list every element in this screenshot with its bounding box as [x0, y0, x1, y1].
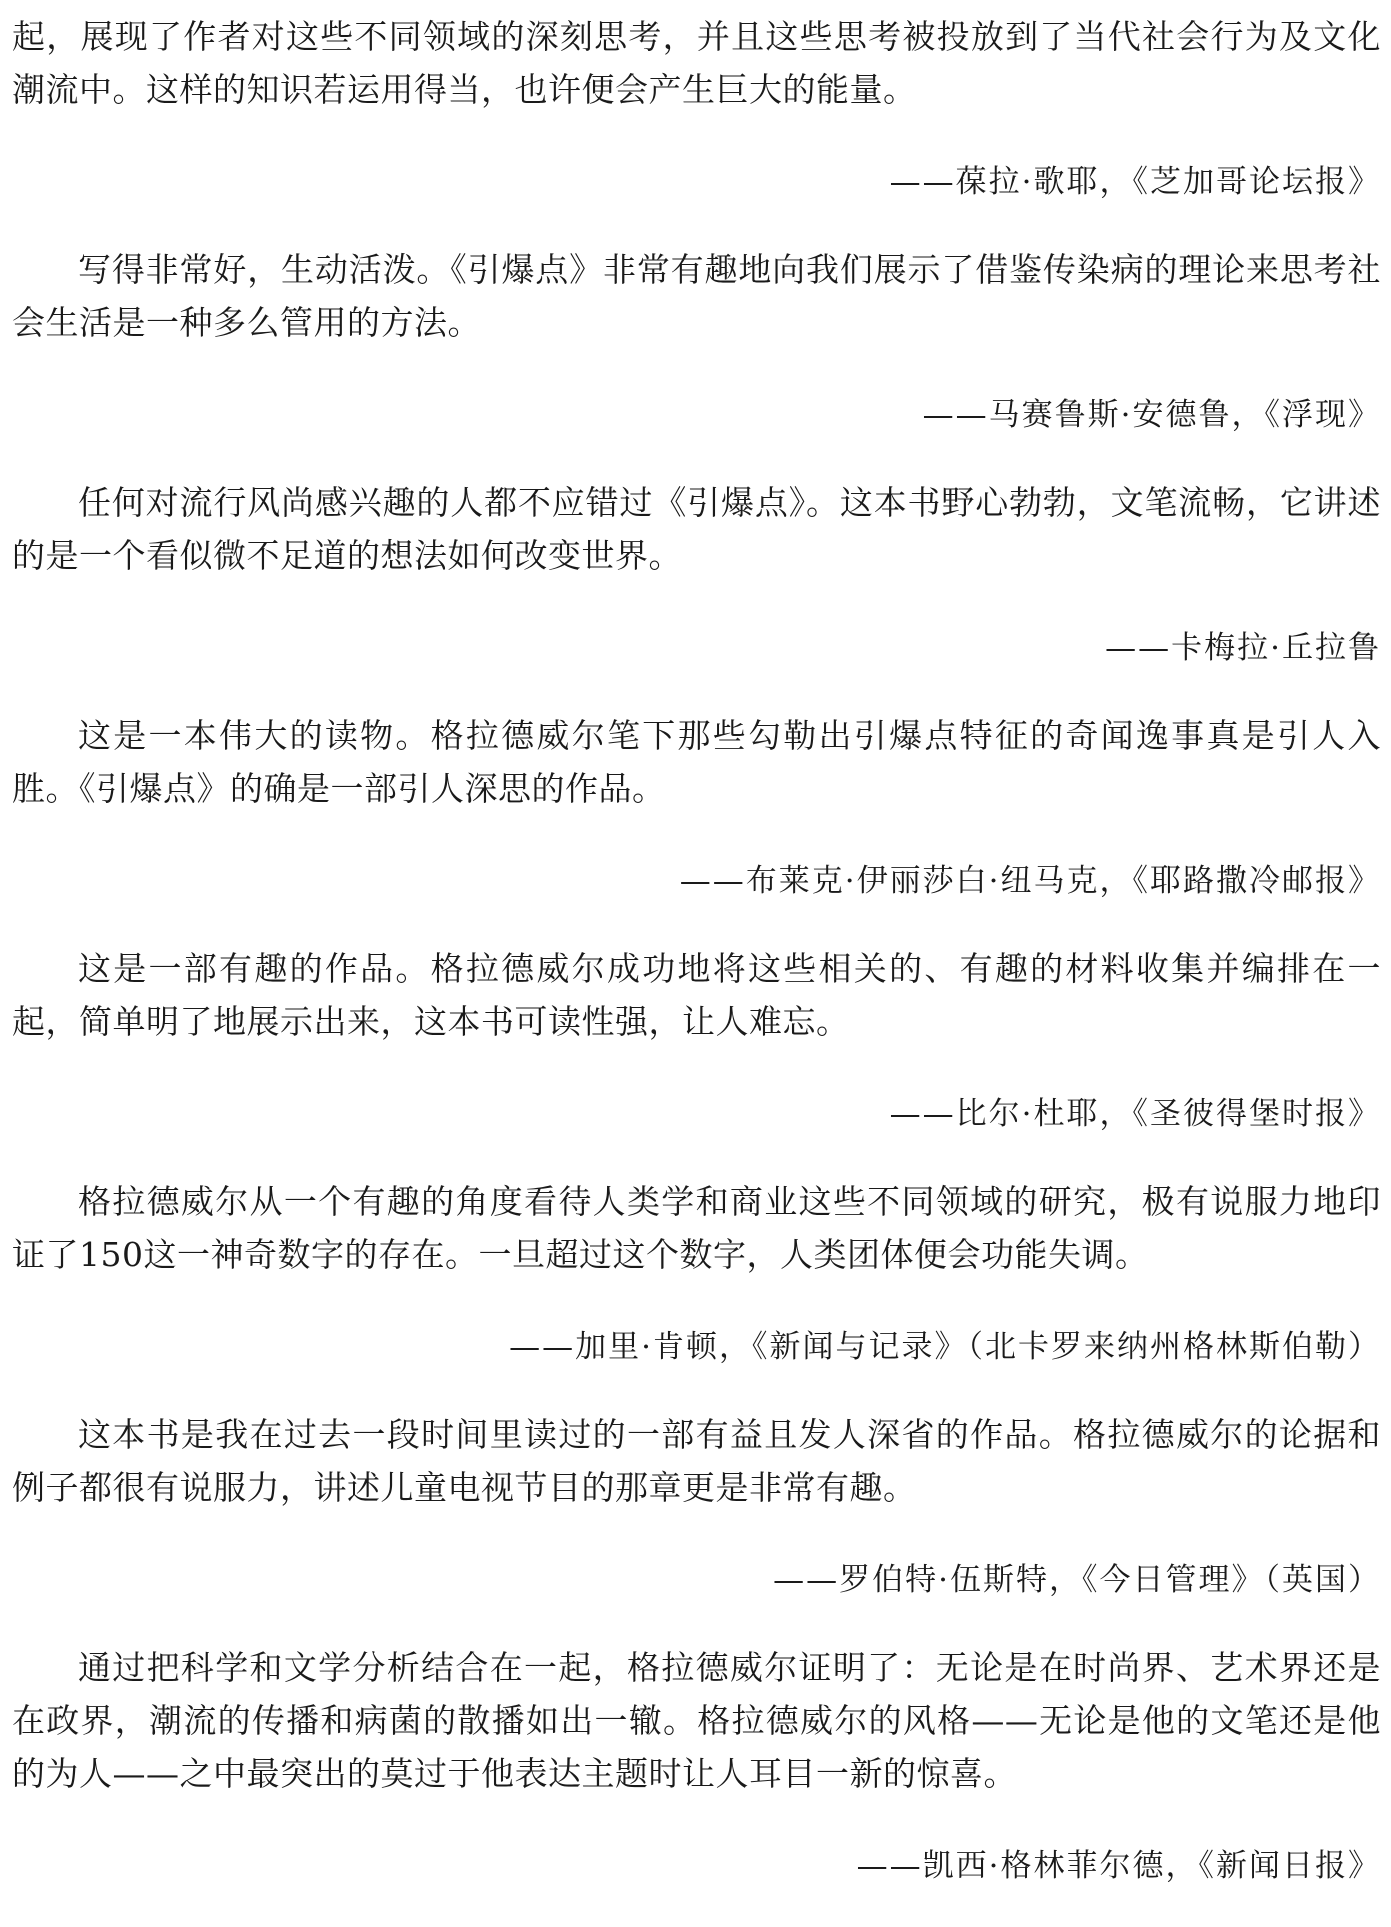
review-attribution-5: ——比尔·杜耶，《圣彼得堡时报》 — [889, 1096, 1381, 1132]
review-paragraph-2: 写得非常好，生动活泼。《引爆点》非常有趣地向我们展示了借鉴传染病的理论来思考社会生活是一种多么管用的方法。 — [12, 250, 1381, 342]
review-paragraph-5: 这是一部有趣的作品。格拉德威尔成功地将这些相关的、有趣的材料收集并编排在一起，简单明了地展示出来，这本书可读性强，让人难忘。 — [12, 949, 1381, 1041]
review-paragraph-1: 起，展现了作者对这些不同领域的深刻思考，并且这些思考被投放到了当代社会行为及文化潮流中。这样的知识若运用得当，也许便会产生巨大的能量。 — [12, 17, 1381, 109]
review-paragraph-3: 任何对流行风尚感兴趣的人都不应错过《引爆点》。这本书野心勃勃，文笔流畅，它讲述的是一个看似微不足道的想法如何改变世界。 — [12, 483, 1381, 575]
review-attribution-8: ——凯西·格林菲尔德，《新闻日报》 — [856, 1848, 1381, 1884]
review-attribution-2: ——马赛鲁斯·安德鲁，《浮现》 — [922, 397, 1381, 433]
review-attribution-4: ——布莱克·伊丽莎白·纽马克，《耶路撒冷邮报》 — [679, 863, 1381, 899]
review-paragraph-4: 这是一本伟大的读物。格拉德威尔笔下那些勾勒出引爆点特征的奇闻逸事真是引人入胜。《引爆点》的确是一部引人深思的作品。 — [12, 716, 1381, 808]
review-paragraph-8: 通过把科学和文学分析结合在一起，格拉德威尔证明了：无论是在时尚界、艺术界还是在政界，潮流的传播和病菌的散播如出一辙。格拉德威尔的风格——无论是他的文笔还是他的为人——之中最突出的莫过于他表达主题时让人耳目一新的惊喜。 — [12, 1648, 1381, 1793]
review-attribution-1: ——葆拉·歌耶，《芝加哥论坛报》 — [889, 164, 1381, 200]
review-paragraph-6: 格拉德威尔从一个有趣的角度看待人类学和商业这些不同领域的研究，极有说服力地印证了150这一神奇数字的存在。一旦超过这个数字，人类团体便会功能失调。 — [12, 1182, 1381, 1274]
review-attribution-6: ——加里·肯顿，《新闻与记录》（北卡罗来纳州格林斯伯勒） — [509, 1329, 1381, 1365]
document-page — [12, 10, 1381, 1927]
review-attribution-3: ——卡梅拉·丘拉鲁 — [1105, 630, 1381, 666]
review-attribution-7: ——罗伯特·伍斯特，《今日管理》（英国） — [773, 1562, 1381, 1598]
review-paragraph-7: 这本书是我在过去一段时间里读过的一部有益且发人深省的作品。格拉德威尔的论据和例子都很有说服力，讲述儿童电视节目的那章更是非常有趣。 — [12, 1415, 1381, 1507]
